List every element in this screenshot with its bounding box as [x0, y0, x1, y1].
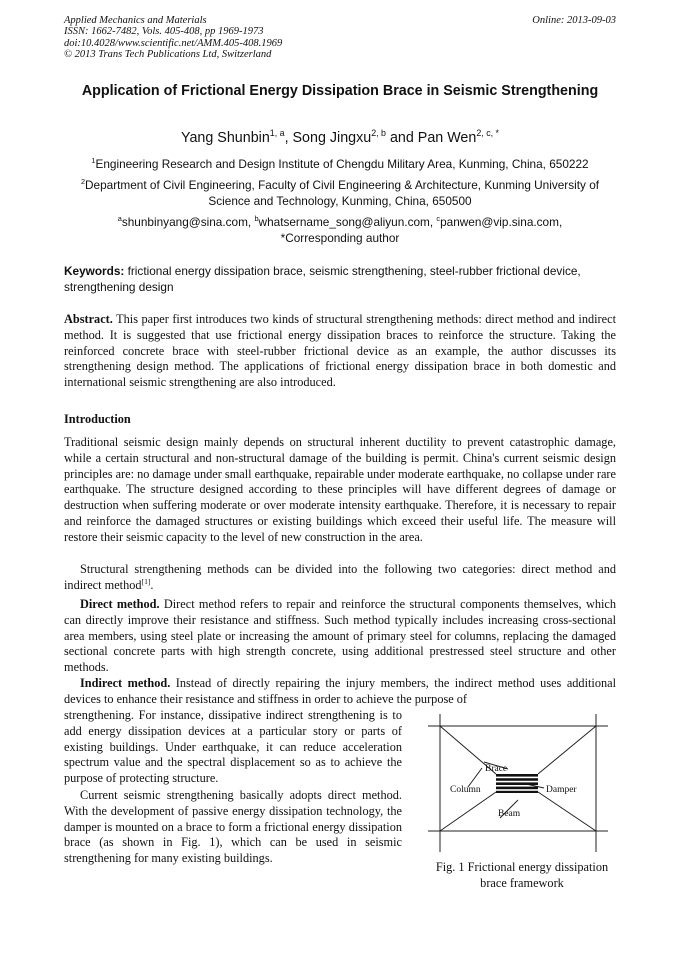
- abstract-block: [64, 312, 616, 391]
- indirect-method-text: Instead of directly repairing the injury members, the indirect method uses additional devices to enhance their resistance and stiffness in order to achieve the purpose of: [64, 676, 616, 706]
- direct-method-paragraph: [64, 597, 616, 676]
- abstract-label: Abstract.: [64, 312, 113, 326]
- damper-device: [496, 774, 538, 793]
- keywords-text: frictional energy dissipation brace, seismic strengthening, steel-rubber frictional device, strengthening design: [64, 264, 581, 294]
- brace-framework-figure: [420, 712, 616, 854]
- brace-top-right: [538, 726, 596, 774]
- beam-label: Beam: [498, 809, 521, 819]
- keywords-label: Keywords:: [64, 264, 125, 278]
- paper-title: Application of Frictional Energy Dissipation Brace in Seismic Strengthening: [81, 83, 599, 99]
- abstract-text: This paper first introduces two kinds of structural strengthening methods: direct method and indirect method. It is suggested that use frictional energy dissipation braces to reinforce the structure. Taking the reinforced concrete brace with steel-rubber frictional device as an example, the author discusses its strengthening design method. The applications of frictional energy dissipation brace in both domestic and international seismic strengthening are also introduced.: [64, 312, 616, 390]
- affiliation-2-text: Department of Civil Engineering, Faculty of Civil Engineering & Architecture, Kunming University of Science and Technology, Kunming, China, 650500: [85, 178, 600, 208]
- author-2-sup: 2, b: [371, 128, 386, 139]
- citation-ref[interactable]: [1]: [141, 576, 151, 586]
- column-label: Column: [450, 785, 481, 795]
- author-3-sup: 2, c, *: [476, 128, 499, 139]
- author-2: , Song Jingxu: [284, 130, 372, 146]
- indirect-method-label: Indirect method.: [80, 676, 171, 690]
- brace-bottom-left: [440, 792, 496, 831]
- email-c[interactable]: panwen@vip.sina.com,: [440, 215, 563, 229]
- journal-header: [64, 15, 616, 60]
- email-b[interactable]: whatsername_song@aliyun.com,: [258, 215, 437, 229]
- author-line: [64, 130, 616, 146]
- intro-paragraph-5: Current seismic strengthening basically adopts direct method. With the development of passive energy dissipation technology, the damper is mounted on a brace to form a frictional energy dissipation brace (as shown in Fig. 1), which can be used in seismic strengthening for many existing buildings.: [64, 788, 402, 866]
- affiliation-1-text: Engineering Research and Design Institute of Chengdu Military Area, Kunming, China, 650222: [95, 157, 589, 171]
- email-line: [64, 214, 616, 246]
- copyright-line: © 2013 Trans Tech Publications Ltd, Switzerland: [64, 48, 272, 60]
- indirect-method-paragraph: [64, 676, 616, 708]
- email-a-sup: a: [117, 214, 122, 224]
- online-date: Online: 2013-09-03: [532, 15, 616, 26]
- email-c-sup: c: [436, 214, 441, 224]
- figure-caption: Fig. 1 Frictional energy dissipation brace framework: [435, 860, 609, 890]
- author-1-sup: 1, a: [269, 128, 285, 139]
- brace-bottom-right: [538, 792, 596, 831]
- doi-line: doi:10.4028/www.scientific.net/AMM.405-408.1969: [64, 37, 283, 49]
- intro-paragraph-1: Traditional seismic design mainly depends on structural inherent ductility to prevent catastrophic damage, while a certain structural and non-structural damage of the building is permit. China's current seismic design principles are: no damage under small earthquake, repairable under moderate earthquake, no collapse under rare earthquake. The structure designed according to these principles will have different degrees of damage or destruction when suffering moderate or over moderate intensity earthquake. Therefore, it is necessary to repair and reinforce the damaged structures or existing buildings which exceed their useful life. The measure will restore their seismic capacity to the level of new construction in the area.: [64, 435, 616, 544]
- email-a[interactable]: shunbinyang@sina.com,: [121, 215, 255, 229]
- author-3: and Pan Wen: [385, 130, 477, 146]
- affiliation-1-num: 1: [91, 156, 96, 166]
- journal-name: Applied Mechanics and Materials: [64, 15, 207, 26]
- keywords-block: [64, 263, 616, 295]
- section-heading-introduction: Introduction: [64, 412, 131, 426]
- author-1: Yang Shunbin: [181, 130, 270, 146]
- affiliation-2: [64, 177, 616, 209]
- indirect-method-continuation: strengthening. For instance, dissipative indirect strengthening is to add energy dissipation devices at a particular story or parts of existing buildings. Under earthquake, it can reduce acceleration spectrum value and the spectral displacement so as to achieve the purpose of protecting structure.: [64, 708, 402, 786]
- affiliation-1: [64, 156, 616, 172]
- damper-label: Damper: [546, 785, 577, 795]
- email-b-sup: b: [254, 214, 259, 224]
- brace-label: Brace: [485, 764, 508, 774]
- issn-line: ISSN: 1662-7482, Vols. 405-408, pp 1969-1973: [64, 26, 264, 38]
- direct-method-label: Direct method.: [80, 597, 160, 611]
- corresponding-note: *Corresponding author: [280, 231, 400, 245]
- direct-method-text: Direct method refers to repair and reinforce the structural components themselves, which can directly improve their resistance and stiffness. Such method typically includes increasing cross-sectional area members, using steel plate or increasing the amount of primary steel for columns, replacing the damaged sectional concrete parts with high strength concrete, using additional prestressed steel structure and other methods.: [64, 597, 616, 675]
- intro-paragraph-2: [64, 562, 616, 594]
- intro-paragraph-2-end: .: [150, 577, 154, 592]
- intro-paragraph-2-text: Structural strengthening methods can be divided into the following two categories: direct method and indirect method: [64, 562, 616, 592]
- affiliation-2-num: 2: [80, 177, 85, 187]
